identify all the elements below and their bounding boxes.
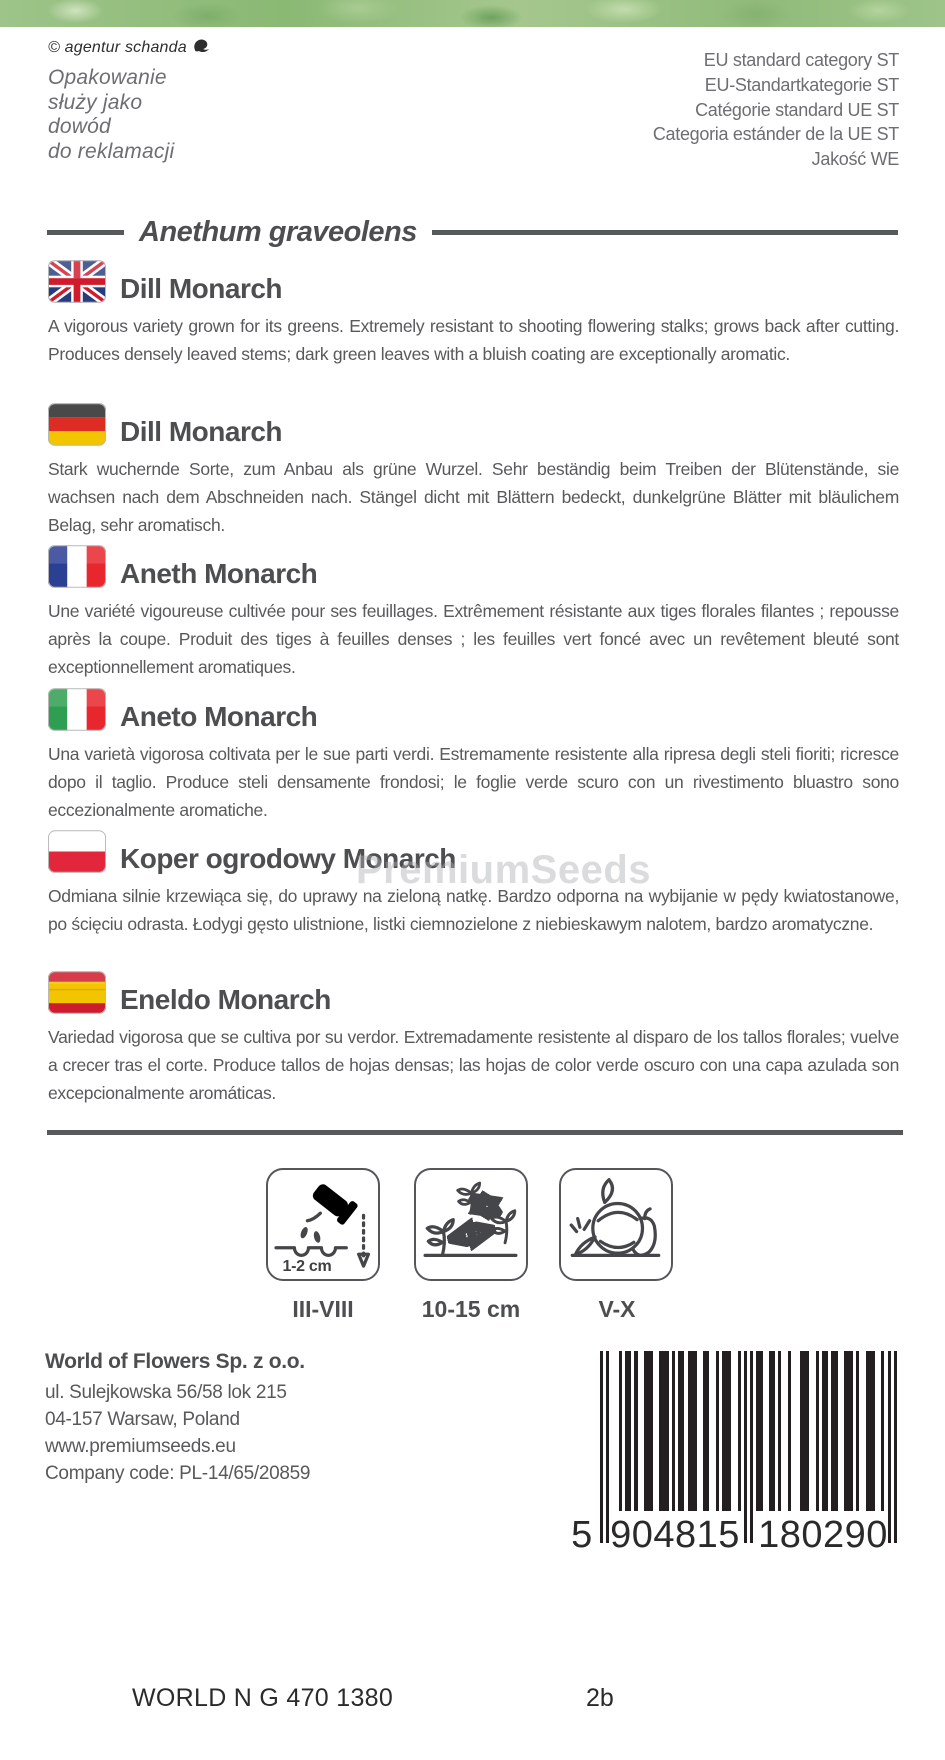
harvest-pictogram xyxy=(559,1168,673,1281)
standard-line: Categoria estánder de la UE ST xyxy=(652,124,899,145)
italy-flag-icon xyxy=(48,688,106,731)
germany-flag-icon xyxy=(48,403,106,446)
standard-line: EU standard category ST xyxy=(703,50,899,70)
poland-flag-icon xyxy=(48,830,106,873)
producer-name: World of Flowers Sp. z o.o. xyxy=(45,1350,305,1373)
standard-line: EU-Standartkategorie ST xyxy=(704,74,899,95)
section-divider-rule xyxy=(47,1130,903,1135)
section-german xyxy=(48,403,899,539)
sowing-depth-value: 1-2 cm xyxy=(282,1258,332,1275)
producer-street: ul. Sulejkowska 56/58 lok 215 xyxy=(45,1382,287,1403)
claim-line: służy jako xyxy=(48,90,143,114)
eu-standard-category-block xyxy=(653,48,899,172)
spacing-label: 10-15 cm xyxy=(421,1296,521,1322)
dill-foliage-photo-strip xyxy=(0,0,945,27)
claim-line: Opakowanie xyxy=(48,66,167,89)
section-spanish xyxy=(48,971,899,1107)
standard-line: Catégorie standard UE ST xyxy=(695,99,899,120)
section-french xyxy=(48,545,899,681)
variety-description-en: A vigorous variety grown for its greens. Extremely resistant to shooting flowering stalks; grows back after cutting. Produces densely leaved stems; dark green leaves with a bluish coating are exceptionally aromatic. xyxy=(48,316,899,364)
variety-title-it: Aneto Monarch xyxy=(120,701,318,732)
variety-description-es: Variedad vigorosa que se cultiva por su verdor. Extremadamente resistente al disparo de los tallos florales; vuelve a crecer tras el corte. Produce tallos de hojas densas; las hojas de color verde oscuro con una capa azulada son excepcionalmente aromáticas. xyxy=(48,1027,899,1103)
latin-species-name: Anethum graveolens xyxy=(139,215,417,248)
spain-flag-icon xyxy=(48,971,106,1014)
rule-right xyxy=(432,230,898,235)
sowing-depth-pictogram xyxy=(266,1168,380,1281)
sowing-period-label: III-VIII xyxy=(292,1296,354,1322)
uk-flag-icon xyxy=(48,260,106,303)
producer-website: www.premiumseeds.eu xyxy=(45,1436,236,1457)
variety-description-it: Una varietà vigorosa coltivata per le sue parti verdi. Estremamente resistente alla ripresa degli steli fioriti; ricresce dopo il taglio. Produce steli densamente frondosi; le foglie verde scuro con un rivestimento bluastro sono eccezionalmente aromatiche. xyxy=(48,744,899,820)
barcode-digit-group: 180290 xyxy=(758,1511,888,1557)
ean13-barcode xyxy=(571,1351,897,1563)
section-italian xyxy=(48,688,899,824)
variety-title-en: Dill Monarch xyxy=(120,273,283,304)
packet-code: 2b xyxy=(586,1684,614,1712)
plant-spacing-pictogram xyxy=(414,1168,528,1281)
france-flag-icon xyxy=(48,545,106,588)
agency-credit-text: © agentur schanda xyxy=(48,39,187,56)
variety-description-fr: Une variété vigoureuse cultivée pour ses feuillages. Extrêmement résistante aux tiges florales filantes ; repousse après la coupe. Produit des tiges à feuilles denses ; les feuilles vert foncé avec un revêtement bleuté sont exceptionnellement aromatiques. xyxy=(48,601,899,677)
producer-company-code: Company code: PL-14/65/20859 xyxy=(45,1463,311,1484)
vegetables-icon xyxy=(561,1170,670,1278)
batch-code: WORLD N G 470 1380 xyxy=(132,1684,394,1712)
section-polish xyxy=(48,830,899,938)
agency-logo-icon xyxy=(193,38,210,58)
species-header xyxy=(47,215,898,249)
barcode-digit-group: 5 xyxy=(571,1514,593,1556)
claim-line: dowód xyxy=(48,115,111,138)
premiumseeds-watermark: PremiumSeeds xyxy=(356,848,652,892)
variety-title-es: Eneldo Monarch xyxy=(120,984,331,1015)
claim-line: do reklamacji xyxy=(48,139,175,163)
producer-address-block xyxy=(45,1350,310,1487)
rule-left xyxy=(47,230,124,235)
variety-description-pl: Odmiana silnie krzewiąca się, do uprawy na zieloną natkę. Bardzo odporna na wybijanie w pędy kwiatostanowe, po ścięciu odrasta. Łodygi gęsto ulistnione, listki ciemnozielone z niebieskawym nalotem, bardzo aromatyczne. xyxy=(48,886,899,934)
producer-city: 04-157 Warsaw, Poland xyxy=(45,1409,240,1430)
variety-title-fr: Aneth Monarch xyxy=(120,558,318,589)
harvest-period-label: V-X xyxy=(598,1296,636,1322)
variety-title-pl: Koper ogrodowy Monarch xyxy=(120,843,456,874)
spacing-plants-icon xyxy=(416,1170,525,1278)
variety-description-de: Stark wuchernde Sorte, zum Anbau als grüne Wurzel. Sehr beständig beim Treiben der Blütenstände, sie wachsen nach dem Abschneiden nach. Stängel dicht mit Blättern bedeckt, dunkelgrüne Blätter mit bläulichem Belag, sehr aromatisch. xyxy=(48,459,899,535)
section-english xyxy=(48,260,899,368)
standard-line: Jakość WE xyxy=(811,149,899,170)
barcode-digit-group: 904815 xyxy=(610,1511,740,1557)
packaging-claim xyxy=(48,66,174,164)
agency-credit xyxy=(48,38,210,58)
variety-title-de: Dill Monarch xyxy=(120,416,283,447)
